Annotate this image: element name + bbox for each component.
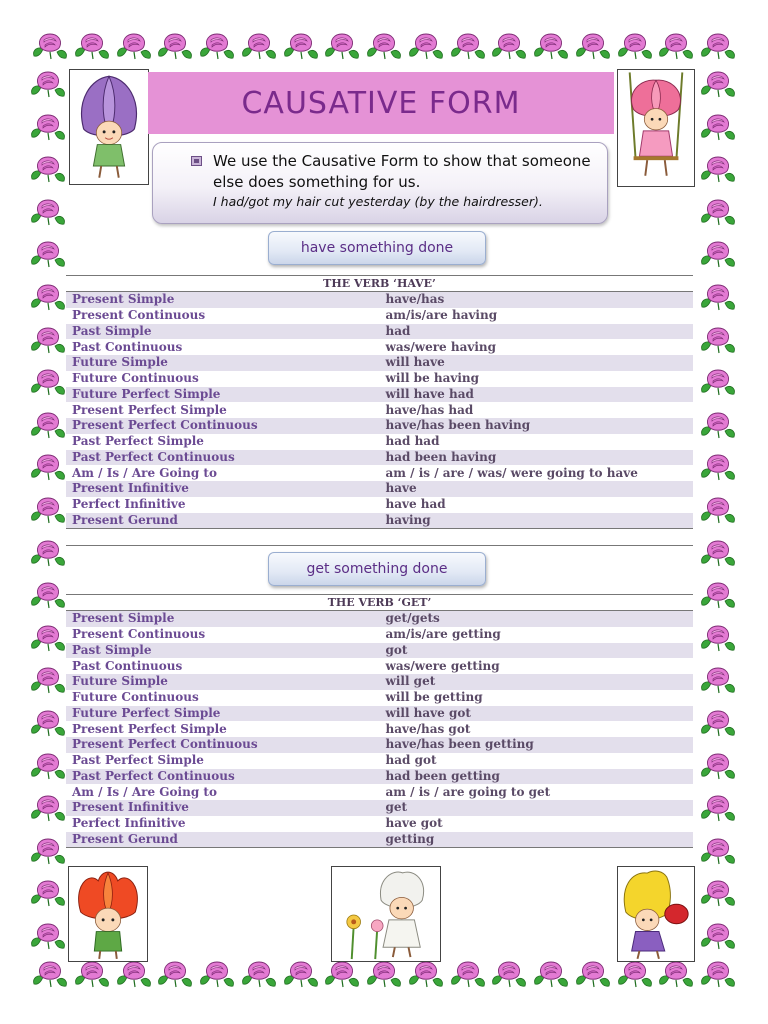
tense-cell: Present Infinitive (66, 800, 380, 816)
form-cell: have/has had (380, 402, 694, 418)
table-row (66, 611, 693, 627)
intro-box (152, 142, 608, 224)
rose-icon (28, 873, 68, 913)
table-row (66, 292, 693, 308)
have-something-done-header: have something done (268, 231, 486, 265)
rose-icon (489, 954, 529, 994)
rose-icon (28, 660, 68, 700)
rose-icon (322, 26, 362, 66)
get-something-done-header: get something done (268, 552, 486, 586)
rose-icon (698, 234, 738, 274)
get-table-header: THE VERB ‘GET’ (66, 595, 693, 611)
tense-cell: Future Perfect Simple (66, 706, 380, 722)
form-cell: had had (380, 434, 694, 450)
rose-icon (698, 490, 738, 530)
form-cell: getting (380, 832, 694, 848)
tense-cell: Present Perfect Continuous (66, 737, 380, 753)
tense-cell: Present Perfect Simple (66, 402, 380, 418)
rose-icon (448, 26, 488, 66)
rose-icon (656, 26, 696, 66)
form-cell: am / is / are going to get (380, 784, 694, 800)
page-title: CAUSATIVE FORM (241, 85, 521, 121)
rose-icon (698, 192, 738, 232)
rose-icon (281, 954, 321, 994)
rose-icon (155, 954, 195, 994)
rose-icon (28, 362, 68, 402)
rose-icon (531, 954, 571, 994)
rose-border-top (30, 26, 738, 68)
tense-cell: Present Perfect Continuous (66, 418, 380, 434)
rose-icon (28, 788, 68, 828)
form-cell: have/has got (380, 721, 694, 737)
rose-icon (28, 575, 68, 615)
tense-cell: Perfect Infinitive (66, 816, 380, 832)
rose-icon (698, 831, 738, 871)
rose-icon (28, 277, 68, 317)
tense-cell: Present Simple (66, 292, 380, 308)
table-row (66, 324, 693, 340)
tense-cell: Present Continuous (66, 627, 380, 643)
rose-border-right (698, 64, 740, 956)
tense-cell: Present Infinitive (66, 481, 380, 497)
rose-icon (698, 277, 738, 317)
fairy-tulip-purple-image (69, 69, 149, 185)
rose-icon (698, 26, 738, 66)
rose-icon (698, 618, 738, 658)
form-cell: am / is / are / was/ were going to have (380, 465, 694, 481)
rose-icon (406, 26, 446, 66)
rose-icon (698, 107, 738, 147)
rose-icon (28, 192, 68, 232)
rose-icon (698, 660, 738, 700)
tense-cell: Am / Is / Are Going to (66, 784, 380, 800)
form-cell: am/is/are having (380, 308, 694, 324)
table-row (66, 450, 693, 466)
table-row (66, 674, 693, 690)
tense-cell: Future Continuous (66, 690, 380, 706)
rose-icon (698, 575, 738, 615)
rose-icon (28, 320, 68, 360)
rose-icon (28, 107, 68, 147)
form-cell: having (380, 513, 694, 529)
rose-icon (28, 64, 68, 104)
rose-icon (698, 405, 738, 445)
rose-icon (489, 26, 529, 66)
rose-icon (573, 26, 613, 66)
tense-cell: Past Simple (66, 324, 380, 340)
form-cell: have/has been having (380, 418, 694, 434)
table-row (66, 816, 693, 832)
form-cell: have/has been getting (380, 737, 694, 753)
have-table-header: THE VERB ‘HAVE’ (66, 276, 693, 292)
rose-icon (698, 362, 738, 402)
rose-icon (28, 916, 68, 956)
tense-cell: Past Perfect Simple (66, 434, 380, 450)
rose-icon (698, 703, 738, 743)
table-row (66, 643, 693, 659)
rose-icon (698, 533, 738, 573)
table-row (66, 387, 693, 403)
tense-cell: Present Gerund (66, 513, 380, 529)
rose-icon (30, 26, 70, 66)
table-row (66, 465, 693, 481)
tense-cell: Past Continuous (66, 658, 380, 674)
rose-icon (197, 26, 237, 66)
table-row (66, 339, 693, 355)
table-row (66, 832, 693, 848)
form-cell: am/is/are getting (380, 627, 694, 643)
title-banner (148, 72, 614, 134)
form-cell: got (380, 643, 694, 659)
tense-cell: Past Perfect Continuous (66, 769, 380, 785)
form-cell: will have had (380, 387, 694, 403)
fairy-swing-pink-image (617, 69, 695, 187)
form-cell: had (380, 324, 694, 340)
rose-icon (30, 954, 70, 994)
tense-cell: Future Simple (66, 355, 380, 371)
tense-cell: Perfect Infinitive (66, 497, 380, 513)
tense-cell: Present Continuous (66, 308, 380, 324)
rose-icon (28, 447, 68, 487)
table-row (66, 402, 693, 418)
intro-example: I had/got my hair cut yesterday (by the hairdresser). (213, 194, 543, 209)
form-cell: will be getting (380, 690, 694, 706)
form-cell: will have got (380, 706, 694, 722)
table-row (66, 784, 693, 800)
rose-icon (698, 746, 738, 786)
rose-icon (72, 26, 112, 66)
table-row (66, 371, 693, 387)
rose-icon (197, 954, 237, 994)
table-row (66, 627, 693, 643)
table-row (66, 800, 693, 816)
table-row (66, 513, 693, 529)
form-cell: have (380, 481, 694, 497)
tense-cell: Future Simple (66, 674, 380, 690)
rose-icon (698, 954, 738, 994)
rose-icon (698, 320, 738, 360)
tense-cell: Present Simple (66, 611, 380, 627)
form-cell: was/were having (380, 339, 694, 355)
form-cell: will get (380, 674, 694, 690)
bullet-icon (191, 156, 202, 166)
table-row (66, 355, 693, 371)
rose-icon (573, 954, 613, 994)
form-cell: was/were getting (380, 658, 694, 674)
intro-line-2: else does something for us. (213, 173, 421, 191)
form-cell: get/gets (380, 611, 694, 627)
form-cell: get (380, 800, 694, 816)
rose-icon (698, 64, 738, 104)
rose-icon (698, 788, 738, 828)
section-divider (66, 545, 693, 546)
rose-border-left (28, 64, 70, 956)
form-cell: have/has (380, 292, 694, 308)
rose-icon (615, 26, 655, 66)
form-cell: have had (380, 497, 694, 513)
rose-icon (698, 447, 738, 487)
rose-icon (281, 26, 321, 66)
get-verb-table (66, 594, 693, 848)
fairy-yellow-tulip-image (617, 866, 695, 962)
table-row (66, 308, 693, 324)
rose-icon (155, 26, 195, 66)
rose-icon (698, 916, 738, 956)
form-cell: have got (380, 816, 694, 832)
table-row (66, 481, 693, 497)
tense-cell: Future Continuous (66, 371, 380, 387)
tense-cell: Past Continuous (66, 339, 380, 355)
rose-icon (28, 533, 68, 573)
form-cell: had been having (380, 450, 694, 466)
form-cell: will have (380, 355, 694, 371)
tense-cell: Future Perfect Simple (66, 387, 380, 403)
table-row (66, 753, 693, 769)
have-verb-table (66, 275, 693, 529)
table-row (66, 769, 693, 785)
rose-icon (28, 149, 68, 189)
table-row (66, 497, 693, 513)
rose-icon (448, 954, 488, 994)
tense-cell: Present Perfect Simple (66, 721, 380, 737)
rose-icon (28, 831, 68, 871)
fairy-white-flower-image (331, 866, 441, 962)
tense-cell: Present Gerund (66, 832, 380, 848)
rose-icon (114, 26, 154, 66)
rose-icon (28, 703, 68, 743)
rose-icon (239, 26, 279, 66)
table-row (66, 737, 693, 753)
rose-icon (28, 746, 68, 786)
table-row (66, 706, 693, 722)
rose-icon (698, 873, 738, 913)
rose-icon (698, 149, 738, 189)
tense-cell: Past Perfect Simple (66, 753, 380, 769)
intro-line-1: We use the Causative Form to show that someone (213, 152, 591, 170)
tense-cell: Past Perfect Continuous (66, 450, 380, 466)
tense-cell: Past Simple (66, 643, 380, 659)
form-cell: will be having (380, 371, 694, 387)
table-row (66, 658, 693, 674)
table-row (66, 434, 693, 450)
table-row (66, 690, 693, 706)
rose-icon (28, 234, 68, 274)
rose-icon (28, 618, 68, 658)
tense-cell: Am / Is / Are Going to (66, 465, 380, 481)
fairy-red-flower-image (68, 866, 148, 962)
table-row (66, 418, 693, 434)
rose-icon (239, 954, 279, 994)
table-row (66, 721, 693, 737)
rose-icon (364, 26, 404, 66)
form-cell: had got (380, 753, 694, 769)
rose-icon (531, 26, 571, 66)
form-cell: had been getting (380, 769, 694, 785)
rose-icon (28, 490, 68, 530)
rose-icon (28, 405, 68, 445)
